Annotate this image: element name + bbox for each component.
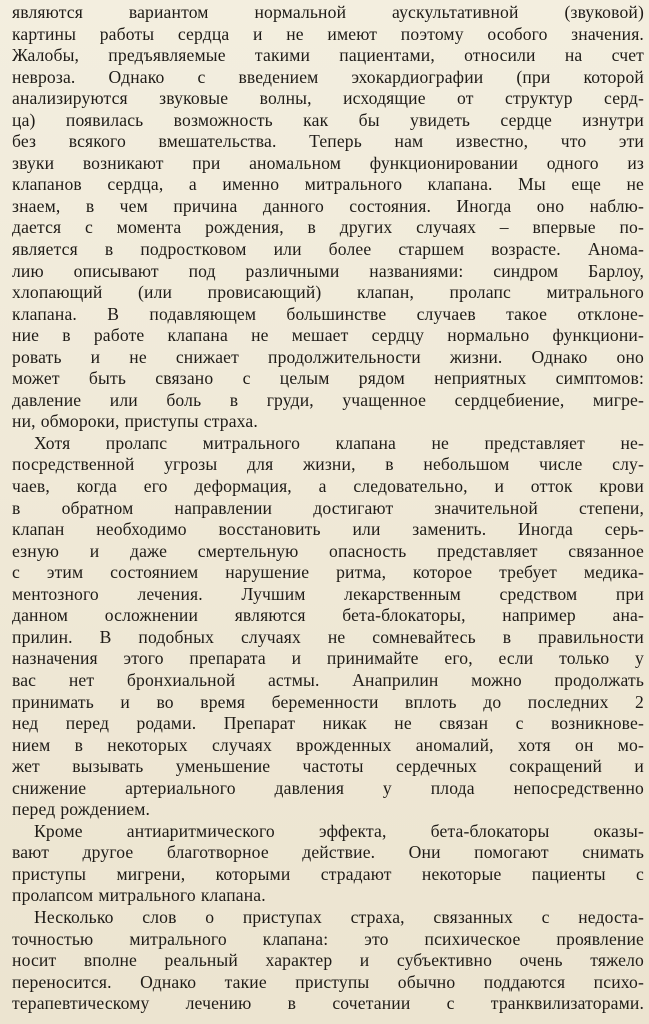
text-line: являются вариантом нормальной аускультативной (звуковой) [12,2,644,22]
text-line: принимать и во время беременности вплоть до последних 2 [12,691,644,712]
text-line: точностью митрального клапана: это психическое проявление [12,928,644,949]
text-line: вают другое благотворное действие. Они помогают снимать [12,842,644,863]
paragraph-4 [12,907,644,1015]
text-line: вас нет бронхиальной астмы. Анаприлин можно продолжать [12,669,644,690]
text-line: нием в некоторых случаях врожденных аномалий, хотя он мо- [12,734,644,755]
text-line: ца) появилась возможность как бы увидеть сердце изнутри [12,109,644,130]
text-line: ни, обмороки, приступы страха. [12,411,258,432]
text-line: терапевтическому лечению в сочетании с транквилизаторами. [12,993,644,1014]
text-line: Кроме антиаритмического эффекта, бета-блокаторы оказы- [34,820,644,841]
text-line: назначения этого препарата и принимайте его, если только у [12,648,644,669]
text-line: является в подростковом или более старшем возрасте. Анома- [12,239,644,260]
text-line: жет вызывать уменьшение частоты сердечных сокращений и [12,756,644,777]
text-line: невроза. Однако с введением эхокардиографии (при которой [12,66,644,87]
text-line: в обратном направлении достигают значительной степени, [12,497,644,518]
text-line: Хотя пролапс митрального клапана не представляет не- [34,432,644,453]
text-line: дается с момента рождения, в других случаях – впервые по- [12,217,644,238]
text-line: переносится. Однако такие приступы обычно поддаются психо- [12,971,644,992]
paragraph-3 [12,821,644,907]
text-line: анализируются звуковые волны, исходящие от структур серд- [12,88,644,109]
text-line: ментозного лечения. Лучшим лекарственным средством при [12,583,644,604]
text-line: клапанов сердца, а именно митрального клапана. Мы еще не [12,174,644,195]
text-line: клапана. В подавляющем большинстве случаев такое отклоне- [12,303,644,324]
text-line: нед перед родами. Препарат никак не связан с возникнове- [12,713,644,734]
text-line: без всякого вмешательства. Теперь нам известно, что эти [12,131,644,152]
text-line: перед рождением. [12,799,151,820]
text-line: ние в работе клапана не мешает сердцу нормально функциони- [12,325,644,346]
text-line: пролапсом митрального клапана. [12,885,266,906]
text-line: давление или боль в груди, учащенное сердцебиение, мигре- [12,389,644,410]
text-line: Жалобы, предъявляемые такими пациентами, относили на счет [12,45,644,66]
text-line: ровать и не снижает продолжительности жизни. Однако оно [12,346,644,367]
text-line: посредственной угрозы для жизни, в небольшом числе слу- [12,454,644,475]
text-line: носит вполне реальный характер и субъективно очень тяжело [12,950,644,971]
paragraph-2 [12,433,644,821]
text-line: звуки возникают при аномальном функционировании одного из [12,152,644,173]
text-line: приступы мигрени, которыми страдают некоторые пациенты с [12,863,644,884]
text-line: Несколько слов о приступах страха, связанных с недоста- [34,906,644,927]
text-line: клапан необходимо восстановить или заменить. Иногда серь- [12,519,644,540]
text-line: хлопающий (или провисающий) клапан, пролапс митрального [12,282,644,303]
text-line: данном осложнении являются бета-блокаторы, например ана- [12,605,644,626]
paragraph-1 [12,2,644,433]
text-line: картины работы сердца и не имеют поэтому особого значения. [12,23,644,44]
text-line: лию описывают под различными названиями: синдром Барлоу, [12,260,644,281]
text-line: езную и даже смертельную опасность представляет связанное [12,540,644,561]
text-line: знаем, в чем причина данного состояния. Иногда оно наблю- [12,195,644,216]
text-line: прилин. В подобных случаях не сомневайтесь в правильности [12,626,644,647]
text-line: может быть связано с целым рядом неприятных симптомов: [12,368,644,389]
text-line: чаев, когда его деформация, а следовательно, и отток крови [12,476,644,497]
text-line: снижение артериального давления у плода непосредственно [12,777,644,798]
text-line: с этим состоянием нарушение ритма, которое требует медика- [12,562,644,583]
